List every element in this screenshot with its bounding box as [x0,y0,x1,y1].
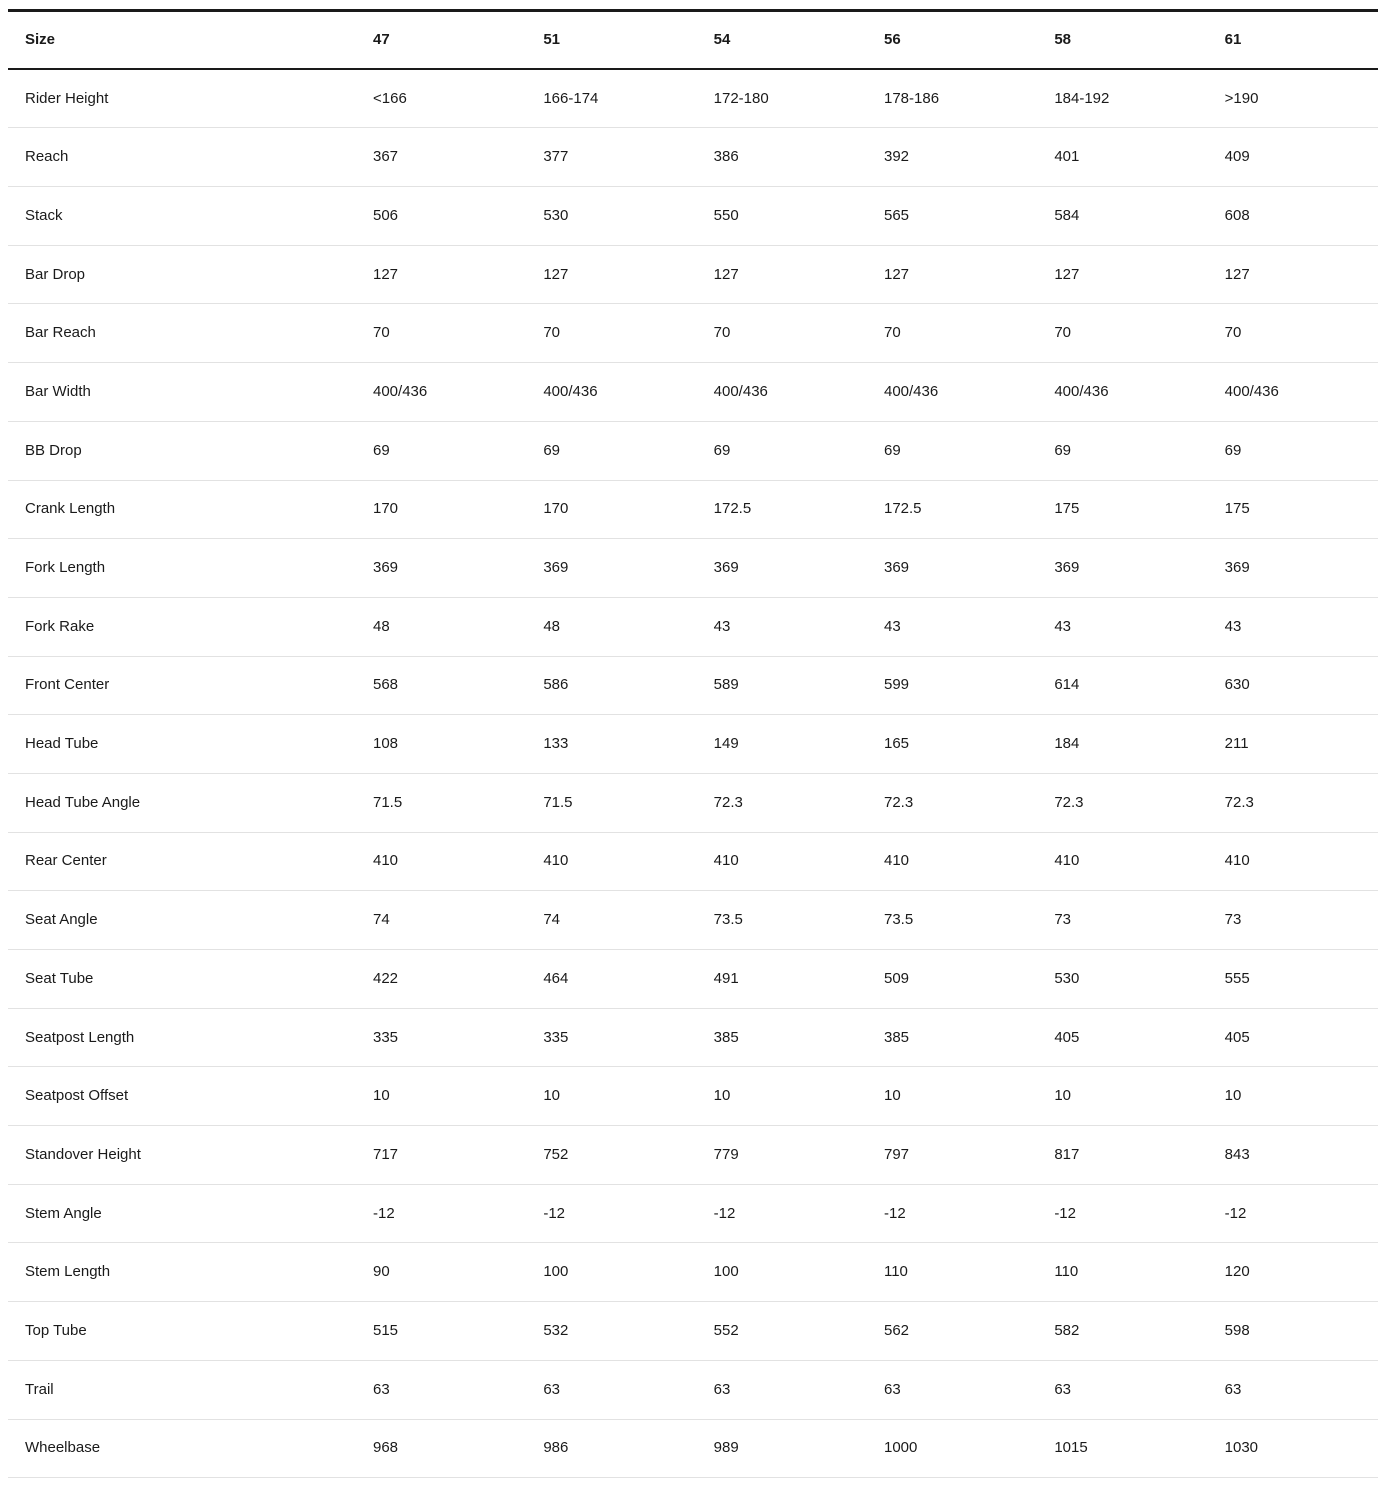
row-label: Seat Tube [25,969,94,987]
cell-value: 48 [373,617,390,635]
cell-value: 100 [713,1263,739,1281]
cell-value: 410 [373,852,399,870]
cell-value: 72.3 [713,793,743,811]
cell-value: -12 [1224,1204,1247,1222]
cell-value: 385 [713,1028,739,1046]
cell-value: 409 [1224,148,1250,166]
row-label: Stack [25,206,63,224]
table-row [8,715,1378,774]
cell-value: 73 [1054,911,1071,929]
cell-value: 63 [1054,1380,1071,1398]
cell-value: 986 [543,1439,569,1457]
cell-value: 72.3 [1054,793,1084,811]
cell-value: 73.5 [883,911,914,929]
table-row [8,69,1378,128]
cell-value: 491 [713,969,739,987]
row-label: Wheelbase [25,1439,101,1457]
cell-value: 335 [543,1028,569,1046]
cell-value: <166 [373,89,407,107]
cell-value: 386 [713,148,739,166]
cell-value: 582 [1054,1321,1080,1339]
table-row [8,245,1378,304]
column-header-label: Size [8,11,356,70]
cell-value: 69 [713,441,731,459]
cell-value: 72.3 [1224,793,1254,811]
table-row [8,304,1378,363]
row-label: Head Tube [25,735,99,753]
cell-value: 149 [713,735,739,753]
cell-value: 69 [543,441,561,459]
table-row [8,421,1378,480]
cell-value: 400/436 [1224,382,1279,400]
cell-value: 10 [373,1087,390,1105]
cell-value: 166-174 [543,89,599,107]
cell-value: 70 [883,324,901,342]
row-label: Stem Angle [25,1204,102,1222]
cell-value: 172.5 [713,500,752,518]
cell-value: 968 [373,1439,399,1457]
cell-value: 184-192 [1054,89,1110,107]
cell-value: 127 [373,265,399,283]
geometry-table [8,9,1378,1478]
cell-value: 178-186 [883,89,940,107]
cell-value: 71.5 [373,793,403,811]
cell-value: 506 [373,206,399,224]
cell-value: 752 [543,1145,569,1163]
cell-value: 69 [1224,441,1242,459]
cell-value: 400/436 [713,382,768,400]
row-label: Seatpost Length [25,1028,135,1046]
cell-value: -12 [543,1204,566,1222]
cell-value: 532 [543,1321,569,1339]
row-label: Bar Drop [25,265,86,283]
cell-value: 69 [883,441,901,459]
cell-value: 377 [543,148,569,166]
cell-value: 335 [373,1028,399,1046]
cell-value: 550 [713,206,739,224]
cell-value: 43 [1224,617,1242,635]
cell-value: 110 [883,1263,908,1281]
cell-value: 410 [1054,852,1080,870]
cell-value: 608 [1224,206,1250,224]
cell-value: -12 [883,1204,906,1222]
cell-value: 184 [1054,735,1080,753]
row-label: Fork Length [25,559,106,577]
cell-value: 410 [543,852,569,870]
row-label: Rider Height [25,89,109,107]
column-header-size-58: 58 [1037,11,1207,70]
cell-value: 211 [1224,735,1249,753]
cell-value: 10 [713,1087,731,1105]
cell-value: 565 [883,206,910,224]
cell-value: 10 [543,1087,561,1105]
cell-value: 717 [373,1145,399,1163]
cell-value: 170 [543,500,569,518]
row-label: Rear Center [25,852,107,870]
header-row [8,11,1378,70]
cell-value: 63 [1224,1380,1242,1398]
cell-value: 69 [1054,441,1071,459]
cell-value: 410 [1224,852,1250,870]
row-label: Head Tube Angle [25,793,141,811]
cell-value: 74 [373,911,390,929]
cell-value: 43 [883,617,901,635]
cell-value: 70 [373,324,390,342]
cell-value: 63 [543,1380,561,1398]
cell-value: 586 [543,676,569,694]
cell-value: -12 [713,1204,736,1222]
table-row [8,363,1378,422]
cell-value: 589 [713,676,739,694]
cell-value: 989 [713,1439,739,1457]
cell-value: 70 [1054,324,1071,342]
cell-value: 392 [883,148,910,166]
cell-value: 369 [543,559,569,577]
cell-value: 369 [1224,559,1250,577]
cell-value: 172-180 [713,89,769,107]
cell-value: 369 [1054,559,1080,577]
cell-value: 108 [373,735,399,753]
table-row [8,480,1378,539]
row-label: Crank Length [25,500,116,518]
table-row [8,1243,1378,1302]
cell-value: 400/436 [543,382,598,400]
cell-value: 369 [883,559,910,577]
table-row [8,656,1378,715]
cell-value: 43 [1054,617,1071,635]
cell-value: 165 [883,735,910,753]
cell-value: 630 [1224,676,1250,694]
cell-value: 70 [543,324,561,342]
cell-value: 1030 [1224,1439,1259,1457]
cell-value: >190 [1224,89,1259,107]
row-label: Stem Length [25,1263,111,1281]
cell-value: 74 [543,911,561,929]
cell-value: 1000 [883,1439,918,1457]
cell-value: 400/436 [1054,382,1109,400]
table-row [8,128,1378,187]
table-row [8,832,1378,891]
row-label: Fork Rake [25,617,95,635]
table-row [8,1126,1378,1185]
cell-value: 48 [543,617,561,635]
cell-value: 400/436 [883,382,939,400]
cell-value: 10 [883,1087,901,1105]
cell-value: 385 [883,1028,910,1046]
cell-value: 410 [713,852,739,870]
cell-value: 72.3 [883,793,914,811]
size-chart-container [8,9,1378,1478]
cell-value: 369 [713,559,739,577]
cell-value: 10 [1224,1087,1242,1105]
cell-value: 175 [1054,500,1080,518]
row-label: Trail [25,1380,54,1398]
cell-value: 515 [373,1321,399,1339]
row-label: Seatpost Offset [25,1087,129,1105]
cell-value: 843 [1224,1145,1250,1163]
row-label: Standover Height [25,1145,141,1163]
cell-value: 552 [713,1321,739,1339]
cell-value: 1015 [1054,1439,1088,1457]
cell-value: 599 [883,676,910,694]
cell-value: 43 [713,617,731,635]
cell-value: 133 [543,735,569,753]
cell-value: 562 [883,1321,910,1339]
column-header-size-56: 56 [867,11,1037,70]
cell-value: 127 [1224,265,1250,283]
cell-value: 71.5 [543,793,573,811]
table-row [8,539,1378,598]
cell-value: 175 [1224,500,1250,518]
cell-value: 172.5 [883,500,922,518]
cell-value: 127 [1054,265,1080,283]
cell-value: 127 [883,265,910,283]
cell-value: 405 [1224,1028,1250,1046]
cell-value: 120 [1224,1263,1250,1281]
cell-value: 530 [543,206,569,224]
cell-value: 100 [543,1263,569,1281]
cell-value: 10 [1054,1087,1071,1105]
cell-value: 401 [1054,148,1080,166]
table-row [8,1360,1378,1419]
cell-value: 568 [373,676,399,694]
row-label: Top Tube [25,1321,87,1339]
cell-value: 422 [373,969,399,987]
cell-value: 797 [883,1145,910,1163]
table-row [8,1302,1378,1361]
table-row [8,950,1378,1009]
cell-value: 410 [883,852,910,870]
column-header-size-51: 51 [526,11,696,70]
cell-value: 70 [1224,324,1242,342]
cell-value: 73 [1224,911,1242,929]
row-label: Reach [25,148,69,166]
geometry-table-body [8,69,1378,1478]
row-label: Bar Reach [25,324,96,342]
cell-value: 509 [883,969,910,987]
table-row [8,187,1378,246]
cell-value: 369 [373,559,399,577]
table-row [8,1067,1378,1126]
table-row [8,1008,1378,1067]
table-row [8,1419,1378,1478]
cell-value: 63 [883,1380,901,1398]
cell-value: 63 [713,1380,731,1398]
table-row [8,597,1378,656]
row-label: BB Drop [25,441,82,459]
column-header-size-54: 54 [697,11,867,70]
cell-value: 110 [1054,1263,1079,1281]
cell-value: 530 [1054,969,1080,987]
cell-value: 127 [543,265,569,283]
table-row [8,891,1378,950]
cell-value: 73.5 [713,911,743,929]
cell-value: -12 [373,1204,395,1222]
table-row [8,1184,1378,1243]
cell-value: 69 [373,441,390,459]
cell-value: 817 [1054,1145,1080,1163]
cell-value: -12 [1054,1204,1076,1222]
cell-value: 584 [1054,206,1080,224]
column-header-size-61: 61 [1208,11,1378,70]
row-label: Front Center [25,676,110,694]
row-label: Seat Angle [25,911,98,929]
cell-value: 170 [373,500,399,518]
cell-value: 614 [1054,676,1080,694]
cell-value: 555 [1224,969,1250,987]
cell-value: 367 [373,148,399,166]
cell-value: 464 [543,969,569,987]
cell-value: 63 [373,1380,390,1398]
cell-value: 598 [1224,1321,1250,1339]
cell-value: 779 [713,1145,739,1163]
cell-value: 90 [373,1263,390,1281]
cell-value: 127 [713,265,739,283]
cell-value: 70 [713,324,731,342]
row-label: Bar Width [25,382,91,400]
cell-value: 405 [1054,1028,1080,1046]
cell-value: 400/436 [373,382,428,400]
table-row [8,773,1378,832]
column-header-size-47: 47 [356,11,526,70]
